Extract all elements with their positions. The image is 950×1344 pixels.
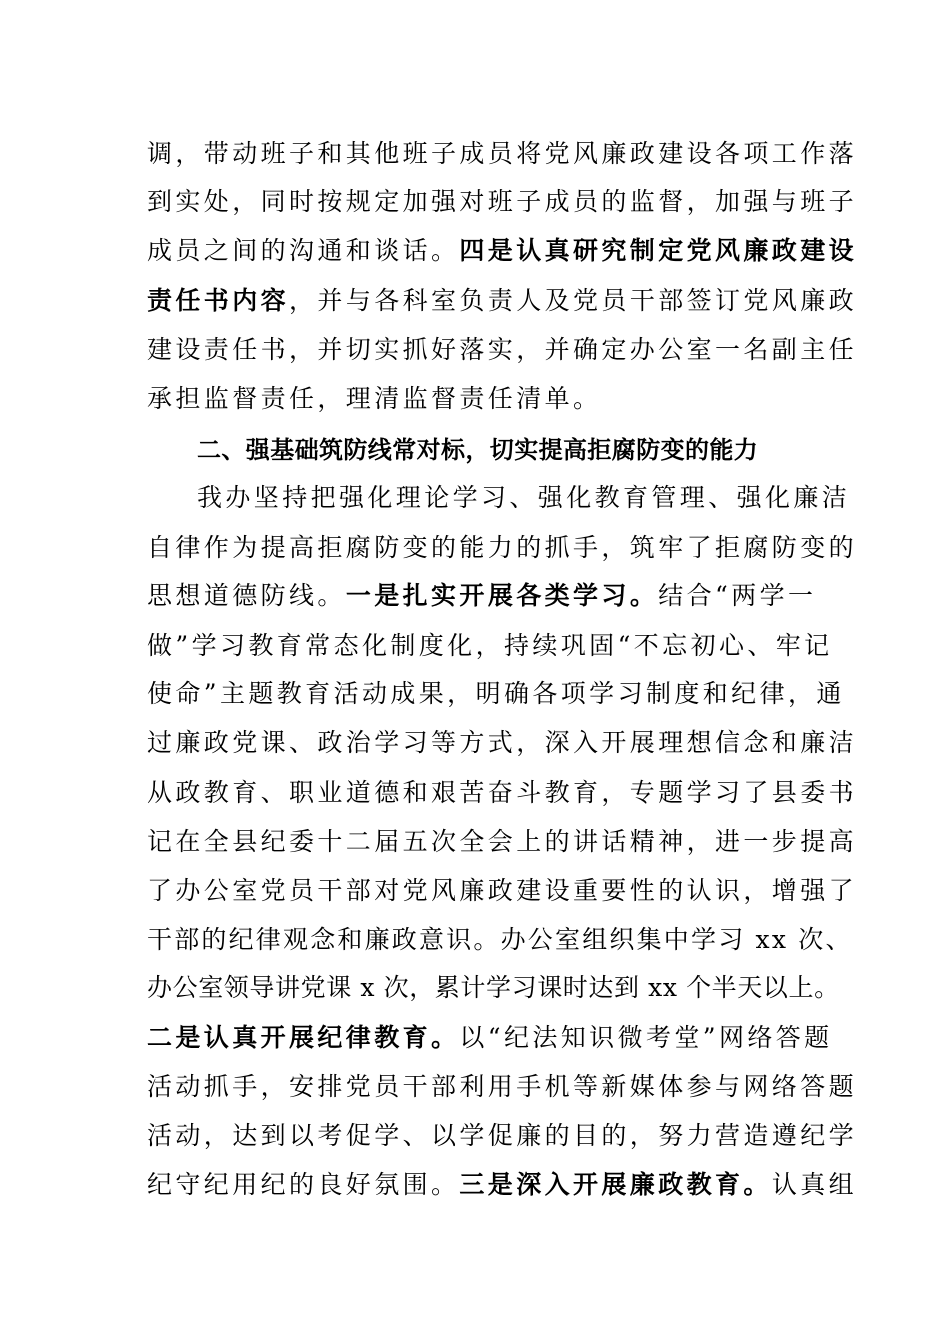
text-run: 纪守纪用纪的良好氛围。 — [147, 1170, 460, 1199]
text-run: 认真组 — [771, 1170, 858, 1199]
text-line — [147, 279, 858, 323]
text-line — [197, 476, 851, 520]
text-run: 承担监督责任，理清监督责任清单。 — [147, 384, 602, 413]
text-run-bold: 二是认真开展纪律教育。 — [147, 1023, 460, 1052]
text-line — [147, 180, 858, 224]
text-line — [147, 966, 840, 1010]
text-line — [147, 820, 858, 864]
text-run: 结合“两学一 — [658, 581, 817, 610]
text-line — [147, 229, 858, 273]
text-run: 成员之间的沟通和谈话。 — [147, 236, 460, 265]
text-run-bold: 责任书内容 — [147, 286, 290, 315]
text-line — [147, 672, 845, 716]
text-line — [147, 1163, 858, 1207]
text-run: 从政教育、职业道德和艰苦奋斗教育，专题学习了县委书 — [147, 778, 858, 807]
text-run: 我办坚持把强化理论学习、强化教育管理、强化廉洁 — [197, 483, 851, 512]
text-run: 记在全县纪委十二届五次全会上的讲话精神，进一步提高 — [147, 827, 858, 856]
text-line — [147, 721, 858, 765]
text-run: 以“纪法知识微考堂”网络答题 — [459, 1023, 833, 1052]
text-run-bold: 一是扎实开展各类学习。 — [345, 581, 659, 610]
text-run: 到实处，同时按规定加强对班子成员的监督，加强与班子 — [147, 187, 858, 216]
text-run: 做”学习教育常态化制度化，持续巩固“不忘初心、牢记 — [147, 631, 833, 660]
text-run-bold: 三是深入开展廉政教育。 — [459, 1170, 772, 1199]
text-line — [147, 869, 858, 913]
text-run: ，并与各科室负责人及党员干部签订党风廉政 — [289, 286, 858, 315]
text-line — [147, 574, 817, 618]
text-run: 了办公室党员干部对党风廉政建设重要性的认识，增强了 — [147, 876, 858, 905]
text-run: 建设责任书，并切实抓好落实，并确定办公室一名副主任 — [147, 335, 858, 364]
text-line — [147, 918, 853, 962]
text-line — [147, 771, 858, 815]
section-heading — [197, 428, 817, 472]
section-heading-text: 二、强基础筑防线常对标，切实提高拒腐防变的能力 — [197, 436, 759, 464]
text-run-bold: 四是认真研究制定党风廉政建设 — [459, 236, 858, 265]
text-line — [147, 132, 858, 176]
text-run: 过廉政党课、政治学习等方式，深入开展理想信念和廉洁 — [147, 728, 858, 757]
text-run: 调，带动班子和其他班子成员将党风廉政建设各项工作落 — [147, 139, 858, 168]
text-run: 干部的纪律观念和廉政意识。办公室组织集中学习 xx 次、 — [147, 925, 853, 954]
text-line — [147, 1114, 858, 1158]
text-line — [147, 1065, 858, 1109]
text-run: 办公室领导讲党课 x 次，累计学习课时达到 xx 个半天以上。 — [147, 973, 840, 1002]
text-line — [147, 328, 858, 372]
text-run: 自律作为提高拒腐防变的能力的抓手，筑牢了拒腐防变的 — [147, 533, 858, 562]
text-line — [147, 1016, 833, 1060]
text-run: 思想道德防线。 — [147, 581, 346, 610]
text-run: 活动，达到以考促学、以学促廉的目的，努力营造遵纪学 — [147, 1121, 858, 1150]
text-line — [147, 377, 817, 421]
text-line — [147, 624, 833, 668]
text-line — [147, 526, 858, 570]
text-run: 活动抓手，安排党员干部利用手机等新媒体参与网络答题 — [147, 1072, 858, 1101]
text-run: 使命”主题教育活动成果，明确各项学习制度和纪律，通 — [147, 679, 845, 708]
